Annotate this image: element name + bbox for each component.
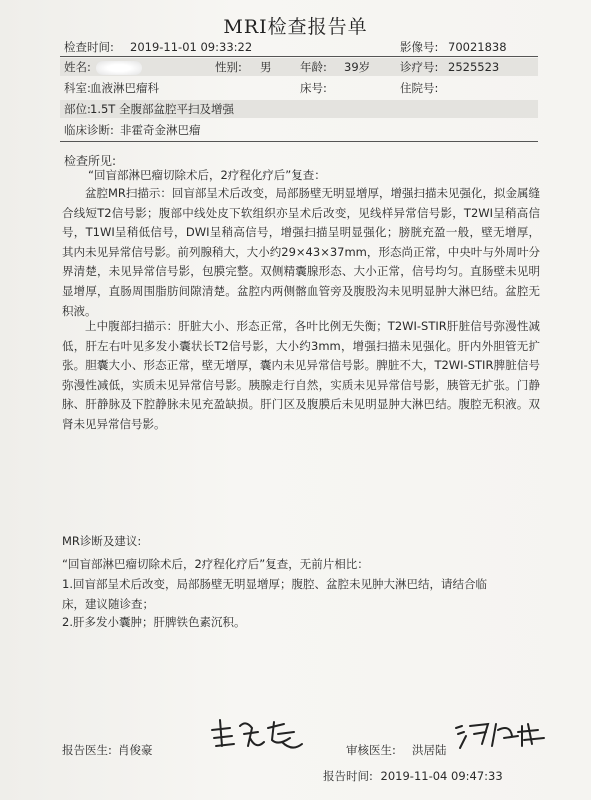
diagnosis-item-2: 2.肝多发小囊肿；肝脾铁色素沉积。 bbox=[62, 615, 246, 629]
clinic-no-value: 2525523 bbox=[448, 60, 500, 74]
site-label: 部位: bbox=[64, 102, 91, 116]
age-value: 39岁 bbox=[344, 60, 371, 74]
gender-value: 男 bbox=[260, 60, 272, 74]
reviewer-label: 审核医生: bbox=[346, 743, 396, 757]
clinical-dx-value: 非霍奇金淋巴瘤 bbox=[120, 123, 201, 137]
findings-pelvis: 盆腔MR扫描示：回盲部呈术后改变，局部肠壁无明显增厚，增强扫描未见强化，拟金属缝合线短T2信号影；腹部中线处皮下软组织亦呈术后改变，见线样异常信号影，T2WI呈稍高信号，T1WI呈稍低信号，DWI呈稍高信号，增强扫描呈明显强化；膀胱充盈一般，壁无增厚，其内未见异常信号影。前列腺稍大，大小约29×43×37mm，形态尚正常，中央叶与外周叶分界清楚，未见异常信号影，包膜完整。双侧精囊腺形态、大小正常，信号均匀。直肠壁未见明显增厚，直肠周围脂肪间隙清楚。盆腔内两侧髂血管旁及腹股沟未见明显肿大淋巴结。盆腔无积液。 bbox=[62, 186, 540, 318]
reporter-label: 报告医生: bbox=[62, 743, 112, 757]
header-row-dept bbox=[60, 79, 538, 97]
name-label: 姓名: bbox=[64, 60, 91, 74]
header-bottom-rule bbox=[60, 141, 538, 142]
image-no-label: 影像号: bbox=[400, 40, 439, 54]
header-rule bbox=[60, 56, 538, 57]
reporter-name: 肖俊豪 bbox=[118, 743, 153, 757]
image-no-value: 70021838 bbox=[448, 40, 507, 54]
header-row-site bbox=[60, 100, 538, 118]
report-title: MRI检查报告单 bbox=[223, 16, 368, 38]
report-time-value: 2019-11-04 09:47:33 bbox=[380, 769, 503, 783]
findings-quote: “回盲部淋巴瘤切除术后，2疗程化疗后”复查： bbox=[88, 168, 326, 182]
header-row-clinical-dx bbox=[60, 121, 538, 139]
age-label: 年龄: bbox=[300, 60, 327, 74]
exam-time-value: 2019-11-01 09:33:22 bbox=[130, 40, 253, 54]
findings-abdomen: 上中腹部扫描示：肝脏大小、形态正常，各叶比例无失衡；T2WI-STIR肝脏信号弥漫性减低，肝左右叶见多发小囊状长T2信号影，大小约3mm，增强扫描未见强化。肝内外胆管无扩张。胆囊大小、形态正常，壁无增厚，囊内未见异常信号影。脾脏不大，T2WI-STIR脾脏信号弥漫性减低，实质未见异常信号影。胰腺走行自然，实质未见异常信号影，胰管无扩张。门静脉、肝静脉及下腔静脉未见充盈缺损。肝门区及腹膜后未见明显肿大淋巴结。腹腔无积液。双肾未见异常信号影。 bbox=[62, 319, 540, 431]
diagnosis-title: MR诊断及建议: bbox=[62, 534, 142, 548]
dept-value: 血液淋巴瘤科 bbox=[90, 81, 159, 95]
site-value: 1.5T 全腹部盆腔平扫及增强 bbox=[90, 102, 234, 116]
reviewer-name: 洪居陆 bbox=[412, 743, 447, 757]
clinic-no-label: 诊疗号: bbox=[400, 60, 439, 74]
admission-label: 住院号: bbox=[400, 81, 439, 95]
header-row-patient bbox=[60, 58, 538, 76]
reviewer-signature bbox=[452, 718, 552, 754]
report-time-label: 报告时间: bbox=[323, 769, 373, 783]
report-time bbox=[323, 768, 503, 784]
findings-title: 检查所见: bbox=[64, 154, 117, 168]
dept-label: 科室: bbox=[64, 81, 91, 95]
name-redacted bbox=[90, 58, 142, 76]
gender-label: 性别: bbox=[215, 60, 242, 74]
reporter-signature bbox=[208, 716, 308, 760]
diagnosis-item-1b: 床，建议随诊查； bbox=[62, 597, 154, 611]
diagnosis-quote: “回盲部淋巴瘤切除术后，2疗程化疗后”复查，无前片相比： bbox=[62, 557, 369, 571]
clinical-dx-label: 临床诊断: bbox=[64, 123, 114, 137]
header-row-exam bbox=[60, 38, 538, 56]
diagnosis-item-1a: 1.回盲部呈术后改变，局部肠壁无明显增厚；腹腔、盆腔未见肿大淋巴结，请结合临 bbox=[62, 577, 487, 591]
bed-label: 床号: bbox=[300, 81, 327, 95]
exam-time-label: 检查时间: bbox=[64, 40, 114, 54]
